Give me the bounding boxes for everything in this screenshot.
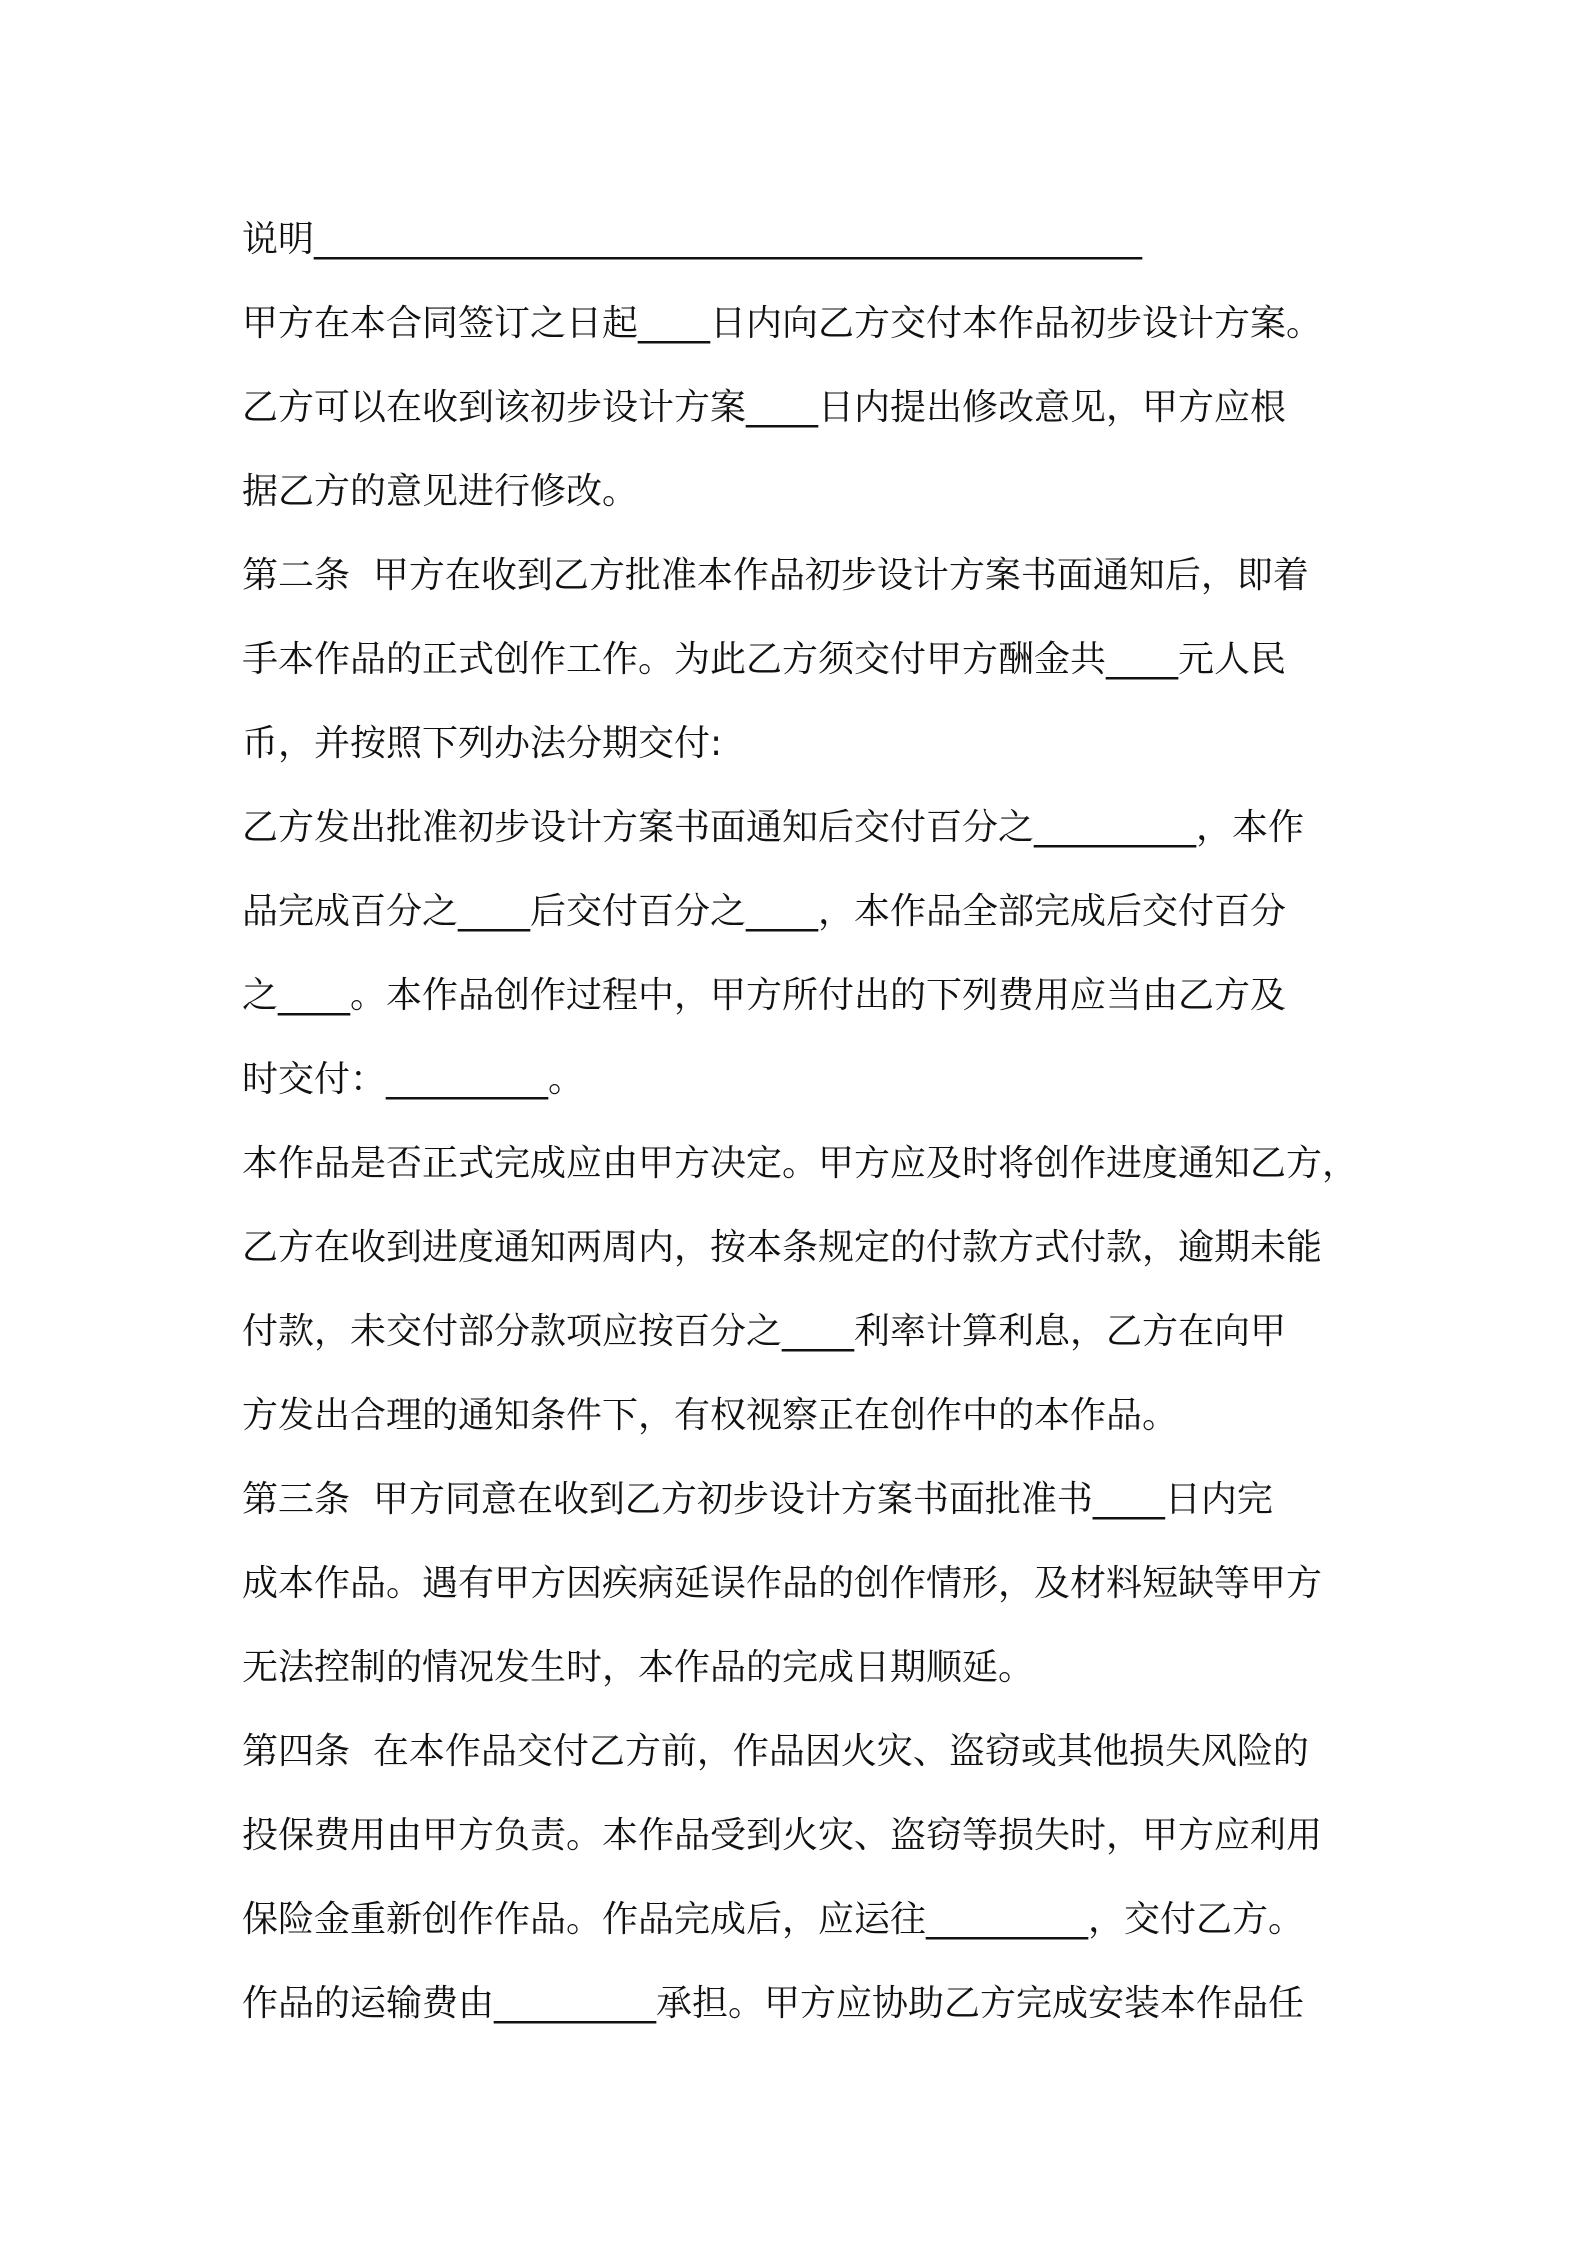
text-line: 第四条 在本作品交付乙方前，作品因火灾、盗窃或其他损失风险的 bbox=[242, 1731, 1309, 1772]
text-line: 投保费用由甲方负责。本作品受到火灾、盗窃等损失时，甲方应利用 bbox=[242, 1815, 1323, 1856]
text-line: 方发出合理的通知条件下，有权视察正在创作中的本作品。 bbox=[242, 1395, 1179, 1436]
text-line: 第二条 甲方在收到乙方批准本作品初步设计方案书面通知后，即着 bbox=[242, 555, 1309, 596]
text-line: 成本作品。遇有甲方因疾病延误作品的创作情形，及材料短缺等甲方 bbox=[242, 1563, 1323, 1604]
text-line: 说明______________________________________________ bbox=[242, 219, 1142, 260]
text-line: 作品的运输费由_________承担。甲方应协助乙方完成安装本作品任 bbox=[242, 1983, 1305, 2024]
text-line: 币，并按照下列办法分期交付: bbox=[242, 723, 723, 764]
text-line: 手本作品的正式创作工作。为此乙方须交付甲方酬金共____元人民 bbox=[242, 639, 1287, 680]
text-line: 甲方在本合同签订之日起____日内向乙方交付本作品初步设计方案。 bbox=[242, 303, 1323, 344]
text-line: 品完成百分之____后交付百分之____，本作品全部完成后交付百分 bbox=[242, 891, 1287, 932]
text-line: 乙方在收到进度通知两周内，按本条规定的付款方式付款，逾期未能 bbox=[242, 1227, 1323, 1268]
text-line: 乙方发出批准初步设计方案书面通知后交付百分之_________，本作 bbox=[242, 807, 1305, 848]
text-line: 乙方可以在收到该初步设计方案____日内提出修改意见，甲方应根 bbox=[242, 387, 1287, 428]
text-line: 之____。本作品创作过程中，甲方所付出的下列费用应当由乙方及 bbox=[242, 975, 1287, 1016]
text-line: 据乙方的意见进行修改。 bbox=[242, 471, 639, 512]
document-body bbox=[242, 198, 1362, 2046]
text-line: 付款，未交付部分款项应按百分之____利率计算利息，乙方在向甲 bbox=[242, 1311, 1287, 1352]
text-line: 保险金重新创作作品。作品完成后，应运往_________，交付乙方。 bbox=[242, 1899, 1305, 1940]
text-line: 时交付：_________。 bbox=[242, 1059, 585, 1100]
text-line: 无法控制的情况发生时，本作品的完成日期顺延。 bbox=[242, 1647, 1035, 1688]
text-line: 第三条 甲方同意在收到乙方初步设计方案书面批准书____日内完 bbox=[242, 1479, 1273, 1520]
text-line: 本作品是否正式完成应由甲方决定。甲方应及时将创作进度通知乙方， bbox=[242, 1143, 1359, 1184]
